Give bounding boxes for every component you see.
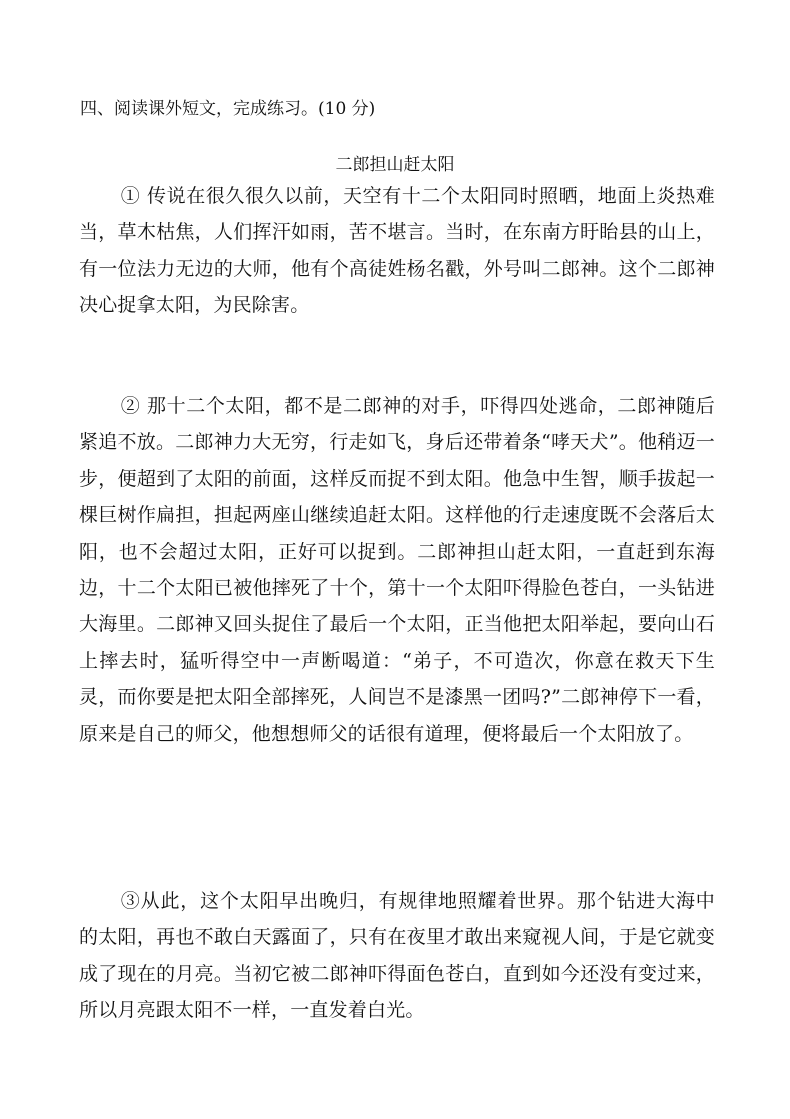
paragraph-3: ③从此，这个太阳早出晚归，有规律地照耀着世界。那个钻进大海中的太阳，再也不敢白天露面了，只有在夜里才敢出来窥视人间，于是它就变成了现在的月亮。当初它被二郎神吓得面色苍白，直到如今还没有变过来，所以月亮跟太阳不一样，一直发着白光。 (79, 890, 715, 1022)
paragraph-2: ② 那十二个太阳，都不是二郎神的对手，吓得四处逃命，二郎神随后紧追不放。二郎神力大无穷，行走如飞，身后还带着条“哮天犬”。他稍迈一步，便超到了太阳的前面，这样反而捉不到太阳。他急中生智，顺手拔起一棵巨树作扁担，担起两座山继续追赶太阳。这样他的行走速度既不会落后太阳，也不会超过太阳，正好可以捉到。二郎神担山赶太阳，一直赶到东海边，十二个太阳已被他摔死了十个，第十一个太阳吓得脸色苍白，一头钻进大海里。二郎神又回头捉住了最后一个太阳，正当他把太阳举起，要向山石上摔去时，猛听得空中一声断喝道：“弟子，不可造次，你意在救天下生灵，而你要是把太阳全部摔死，人间岂不是漆黑一团吗?”二郎神停下一看，原来是自己的师父，他想想师父的话很有道理，便将最后一个太阳放了。 (79, 395, 715, 745)
paragraph-1: ① 传说在很久很久以前，天空有十二个太阳同时照晒，地面上炎热难当，草木枯焦，人们挥汗如雨，苦不堪言。当时，在东南方盱眙县的山上，有一位法力无边的大师，他有个高徒姓杨名戳，外号叫二郎神。这个二郎神决心捉拿太阳，为民除害。 (79, 185, 715, 317)
section-heading: 四、阅读课外短文，完成练习。(10 分) (80, 99, 376, 119)
article-title: 二郎担山赶太阳 (335, 155, 455, 175)
